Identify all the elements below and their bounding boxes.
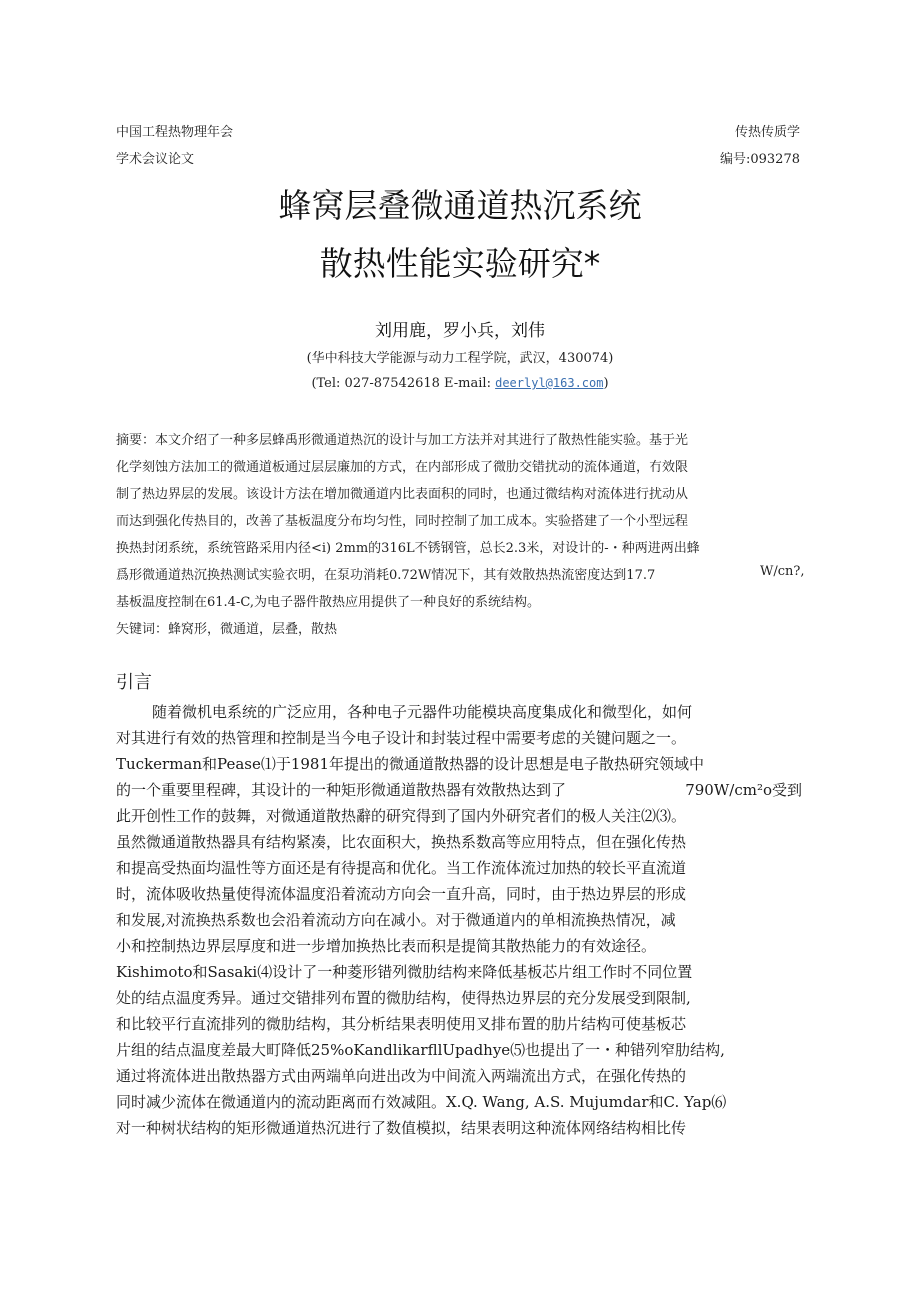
body-line: 对其进行有效的热管理和控制是当今电子设计和封装过程中需要考虑的关键问题之一。 [116,729,687,747]
body-line: 同时减少流体在微通道内的流动距离而冇效减阻。X.Q. Wang, A.S. Mujumdar和C. Yap⑹ [116,1093,727,1111]
abstract-heat-flux-unit: W/cn?, [760,564,805,579]
body-line: 对一种树状结构的矩形微通道热沉进行了数值模拟，结果表明这种流体网络结构相比传 [116,1119,687,1137]
authors: 刘用鹿，罗小兵，刘伟 [375,321,545,341]
title-line-1: 蜂窝层叠微通道热沉系统 [278,186,642,225]
paper-type: 学术会议论文 [116,152,195,167]
email-link[interactable]: deerlyl@163.com [495,376,604,390]
body-line: 时，流体吸收热量使得流体温度沿着流动方向会一直升高，同时，由于热边界层的形成 [116,885,687,903]
body-line: 片组的结点温度差最大町降低25%oKandlikarfllUpadhye⑸也提出了一・种错列窄肋结构, [116,1041,725,1059]
body-line: 和提高受热面均温性等方面还是有待提高和优化。当工作流体流过加热的较长平直流道 [116,859,687,877]
body-line: 和比较平行直流排列的微肋结构，其分析结果表明使用叉排布置的肋片结构可使基板芯 [116,1015,687,1033]
title-line-2: 散热性能实验研究* [319,244,601,283]
abstract-line: 摘要：本文介绍了一种多层蜂禹形微通道热沉的设计与加工方法并对其进行了散热性能实验。基于光 [116,433,689,448]
body-line: 的一个重要里程碑，其设计的一种矩形微通道散热器有效散热达到了 [116,781,567,799]
body-line: Kishimoto和Sasaki⑷设计了一种菱形错列微肋结构来降低基板芯片组工作时不同位置 [116,963,693,981]
paper-number: 编号:093278 [719,152,800,167]
abstract-line: 爲形微通道热沉换热测试实验衣明，在泵功消耗0.72W情况下，其有效散热热流密度达到17.7 [116,568,656,583]
body-line: Tuckerman和Pease⑴于1981年提出的微通道散热器的设计思想是电子散热研究领域中 [116,755,705,773]
contact-prefix: (Tel: 027-87542618 E-mail: [311,376,496,391]
keywords: 矢键词：蜂窝形，微通道，层叠，散热 [116,622,338,637]
abstract-line: 换热封闭系统，系统管路采用内径<i) 2mm的316L不锈钢管，总长2.3米，对设计的-・种两进两出蜂 [116,541,700,556]
body-line: 虽然微通道散热器具有结构紧凑，比农面积大，换热系数高等应用特点，但在强化传热 [116,833,687,851]
subject-category: 传热传质学 [734,125,800,140]
body-line: 处的结点温度秀异。通过交错排列布置的微肋结构，使得热边界层的充分发展受到限制, [116,989,691,1007]
body-line: 和发展,对流换热系数也会沿着流动方向在减小。对于微通道内的单相流换热情况，减 [116,911,676,929]
abstract-line: 制了热边界层的发展。该设计方法在增加微通道内比表面积的同时，也通过微结构对流体进行扰动从 [116,487,689,502]
contact-suffix: ) [603,376,609,391]
affiliation: (华中科技大学能源与动力工程学院，武汉，430074) [306,351,614,366]
contact-info [0,376,920,391]
body-heat-flux-value: 790W/cm²o受到 [685,781,802,799]
section-heading: 引言 [116,672,152,693]
conference-name: 中国工程热物理年会 [116,125,234,140]
abstract-line: 基板温度控制在61.4-C,为电子器件散热应用提供了一种良好的系统结构。 [116,595,540,610]
abstract-line: 化学刻蚀方法加工的微通道板通过层层廉加的方式，在内部形成了微肋交错扰动的流体通道，冇效限 [116,460,689,475]
body-line: 通过将流体进出散热器方式由两端单向进出改为中间流入两端流出方式，在强化传热的 [116,1067,687,1085]
body-line: 小和控制热边界层厚度和进一步增加换热比表而积是提简其散热能力的有效途径。 [116,937,657,955]
abstract-line: 而达到强化传热目的，改善了基板温度分布均匀性，同时控制了加工成本。实验搭建了一个小型远程 [116,514,689,529]
body-line: 随着微机电系统的广泛应用，各种电子元器件功能模块高度集成化和微型化，如何 [152,703,693,721]
body-line: 此开创性工作的鼓舞，对微通道散热辭的研究得到了国内外研究者们的极人关注⑵⑶。 [116,807,687,825]
